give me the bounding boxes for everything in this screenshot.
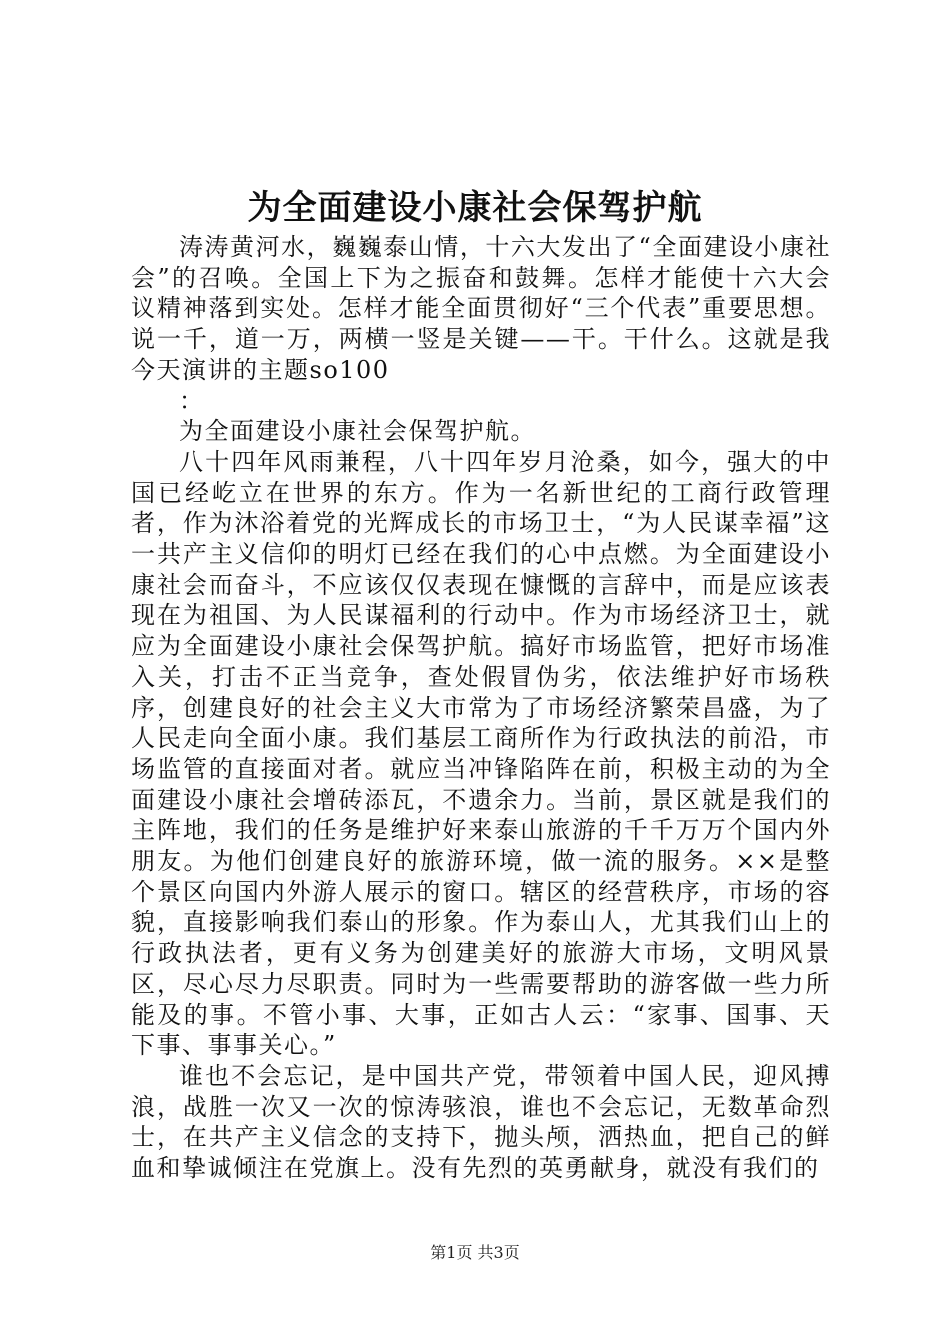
document-title: 为全面建设小康社会保驾护航 (247, 188, 703, 228)
page-footer: 第1页 共3页 (430, 1243, 520, 1262)
paragraph-main: 八十四年风雨兼程，八十四年岁月沧桑，如今，强大的中国已经屹立在世界的东方。作为一名新世纪的工商行政管理者，作为沐浴着党的光辉成长的市场卫士，“为人民谋幸福”这一共产主义信仰的明灯已经在我们的心中点燃。为全面建设小康社会而奋斗，不应该仅仅表现在慷慨的言辞中，而是应该表现在为祖国、为人民谋福利的行动中。作为市场经济卫士，就应为全面建设小康社会保驾护航。搞好市场监管，把好市场准入关，打击不正当竞争，查处假冒伪劣，依法维护好市场秩序，创建良好的社会主义大市常为了市场经济繁荣昌盛，为了人民走向全面小康。我们基层工商所作为行政执法的前沿，市场监管的直接面对者。就应当冲锋陷阵在前，积极主动的为全面建设小康社会增砖添瓦，不遗余力。当前，景区就是我们的主阵地，我们的任务是维护好来泰山旅游的千千万万个国内外朋友。为他们创建良好的旅游环境，做一流的服务。××是整个景区向国内外游人展示的窗口。辖区的经营秩序，市场的容貌，直接影响我们泰山的形象。作为泰山人，尤其我们山上的行政执法者，更有义务为创建美好的旅游大市场，文明风景区，尽心尽力尽职责。同时为一些需要帮助的游客做一些力所能及的事。不管小事、大事，正如古人云：“家事、国事、天下事、事事关心。” (131, 447, 831, 1060)
document-body (131, 232, 831, 1184)
paragraph-intro: 涛涛黄河水，巍巍泰山情，十六大发出了“全面建设小康社会”的召唤。全国上下为之振奋和鼓舞。怎样才能使十六大会议精神落到实处。怎样才能全面贯彻好“三个代表”重要思想。说一千，道一万，两横一竖是关键——干。干什么。这就是我今天演讲的主题so100 (131, 233, 831, 384)
paragraph-theme: 为全面建设小康社会保驾护航。 (179, 417, 536, 446)
paragraph-history: 谁也不会忘记，是中国共产党，带领着中国人民，迎风搏浪，战胜一次又一次的惊涛骇浪，谁也不会忘记，无数革命烈士，在共产主义信念的支持下，抛头颅，洒热血，把自己的鲜血和挚诚倾注在党旗上。没有先烈的英勇献身，就没有我们的 (131, 1061, 831, 1183)
paragraph-colon: ： (179, 386, 205, 415)
